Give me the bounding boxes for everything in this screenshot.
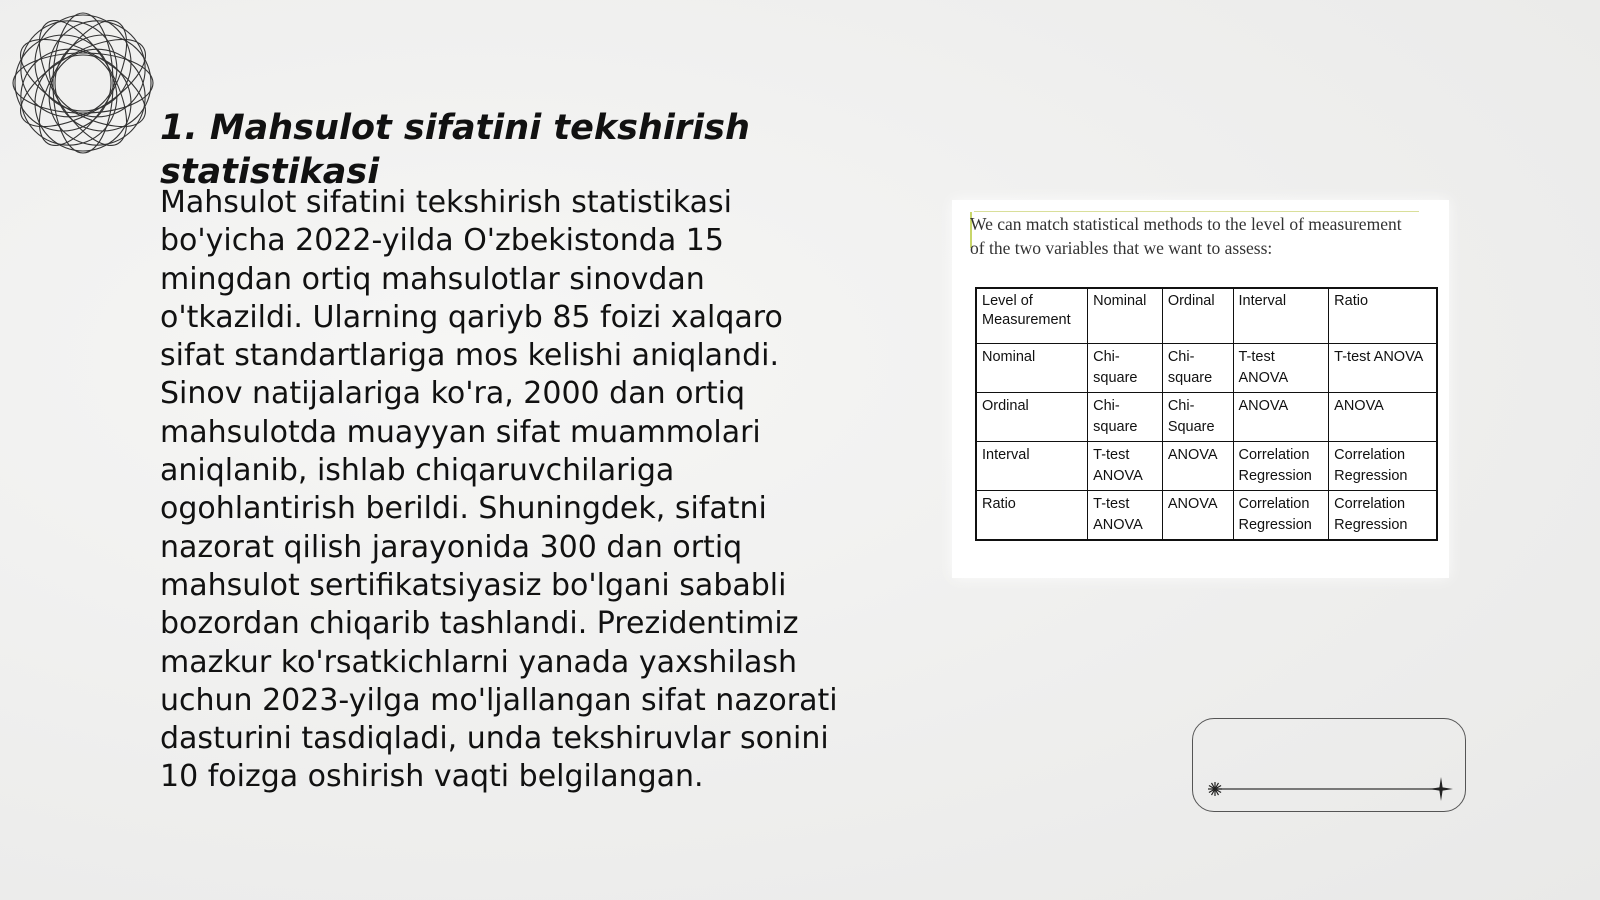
table-cell: ANOVA (1162, 442, 1233, 491)
table-cell: Ordinal (1162, 288, 1233, 344)
table-cell: Interval (1233, 288, 1329, 344)
table-cell: Ratio (1329, 288, 1437, 344)
table-row (976, 344, 1437, 393)
table-cell: Correlation Regression (1233, 442, 1329, 491)
statistics-table-image (952, 200, 1449, 578)
table-cell: Chi-square (1162, 344, 1233, 393)
table-cell: Correlation Regression (1233, 491, 1329, 541)
table-cell: Ratio (976, 491, 1088, 541)
table-cell: ANOVA (1162, 491, 1233, 541)
table-cell: Ordinal (976, 393, 1088, 442)
methods-table (975, 287, 1438, 541)
slide-title: 1. Mahsulot sifatini tekshirish statistikasi (160, 108, 750, 192)
table-cell: ANOVA (1329, 393, 1437, 442)
table-cell: Correlation Regression (1329, 442, 1437, 491)
circle-rosette-icon (8, 8, 158, 158)
table-cell: Nominal (1088, 288, 1163, 344)
table-header-row (976, 288, 1437, 344)
table-cell: T-test ANOVA (1088, 442, 1163, 491)
table-caption: We can match statistical methods to the level of measurement of the two variables that we want to assess: (970, 214, 1402, 258)
table-row (976, 491, 1437, 541)
cross-star-icon (1429, 777, 1453, 801)
slide-body-text: Mahsulot sifatini tekshirish statistikasi bo'yicha 2022-yilda O'zbekistonda 15 mingdan ortiq mahsulotlar sinovdan o'tkazildi. Ularning qariyb 85 foizi xalqaro sifat standartlariga mos kelishi aniqlandi. Sinov natijalariga ko'ra, 2000 dan ortiq mahsulotda muayyan sifat muammolari aniqlanib, ishlab chiqaruvchilariga ogohlantirish berildi. Shuningdek, sifatni nazorat qilish jarayonida 300 dan ortiq mahsulot sertifikatsiyasiz bo'lgani sababli bozordan chiqarib tashlandi. Prezidentimiz mazkur ko'rsatkichlarni yanada yaxshilash uchun 2023-yilga mo'ljallangan sifat nazorati dasturini tasdiqladi, unda tekshiruvlar sonini 10 foizga oshirish vaqti belgilangan. (160, 185, 838, 795)
table-cell: Nominal (976, 344, 1088, 393)
table-cell: Chi-Square (1162, 393, 1233, 442)
sparkle-icon (1208, 782, 1222, 796)
table-cell: Interval (976, 442, 1088, 491)
table-row (976, 442, 1437, 491)
table-cell: Level of Measurement (976, 288, 1088, 344)
decorative-frame (1192, 718, 1466, 812)
table-cell: ANOVA (1233, 393, 1329, 442)
table-cell: Correlation Regression (1329, 491, 1437, 541)
table-row (976, 393, 1437, 442)
table-cell: T-test ANOVA (1233, 344, 1329, 393)
table-cell: T-test ANOVA (1088, 491, 1163, 541)
table-cell: T-test ANOVA (1329, 344, 1437, 393)
table-cell: Chi-square (1088, 344, 1163, 393)
table-cell: Chi-square (1088, 393, 1163, 442)
